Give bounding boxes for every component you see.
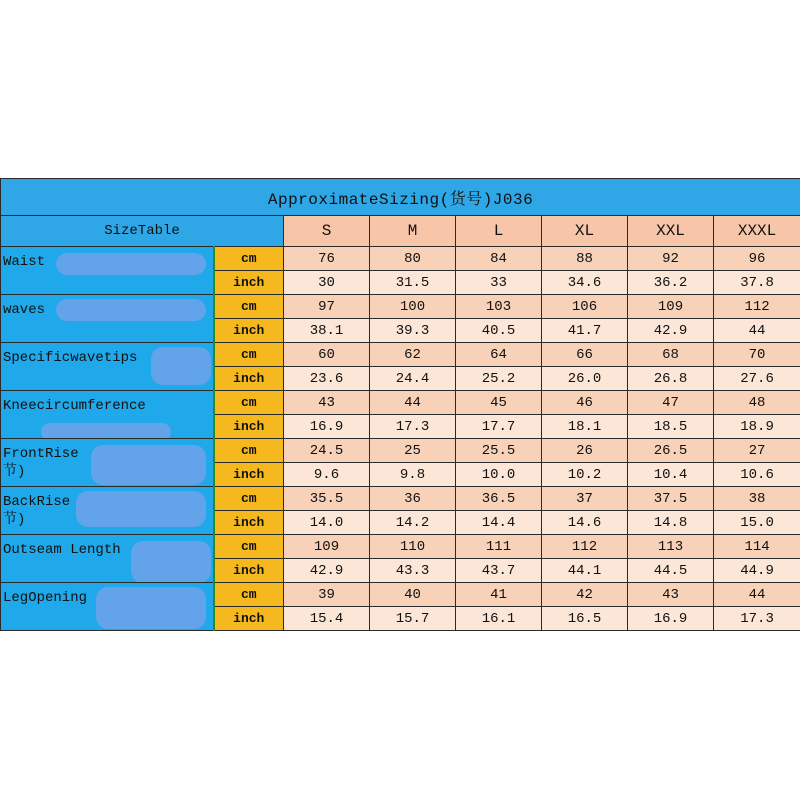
cm-value-cell: 106 [542, 295, 628, 319]
inch-value-cell: 10.4 [628, 463, 714, 487]
measurement-name [1, 391, 214, 439]
cm-value-cell: 44 [370, 391, 456, 415]
cm-value-cell: 27 [714, 439, 800, 463]
cm-value-cell: 24.5 [284, 439, 370, 463]
table-row [1, 343, 800, 367]
cm-value-cell: 109 [284, 535, 370, 559]
unit-cm: cm [214, 247, 284, 271]
cm-value-cell: 110 [370, 535, 456, 559]
cm-value-cell: 100 [370, 295, 456, 319]
cm-value-cell: 112 [714, 295, 800, 319]
cm-value-cell: 35.5 [284, 487, 370, 511]
cm-value-cell: 68 [628, 343, 714, 367]
cm-value-cell: 66 [542, 343, 628, 367]
inch-value-cell: 15.0 [714, 511, 800, 535]
size-header-m: M [370, 216, 456, 247]
inch-value-cell: 9.6 [284, 463, 370, 487]
redaction-blob [91, 445, 206, 485]
redaction-blob [96, 587, 206, 629]
cm-value-cell: 43 [628, 583, 714, 607]
inch-value-cell: 42.9 [284, 559, 370, 583]
inch-value-cell: 36.2 [628, 271, 714, 295]
table-row [1, 391, 800, 415]
inch-value-cell: 34.6 [542, 271, 628, 295]
inch-value-cell: 16.9 [284, 415, 370, 439]
cm-value-cell: 42 [542, 583, 628, 607]
cm-value-cell: 36 [370, 487, 456, 511]
inch-value-cell: 30 [284, 271, 370, 295]
size-header-l: L [456, 216, 542, 247]
inch-value-cell: 44.1 [542, 559, 628, 583]
cm-value-cell: 70 [714, 343, 800, 367]
unit-cm: cm [214, 583, 284, 607]
size-header-row [1, 216, 800, 247]
inch-value-cell: 14.0 [284, 511, 370, 535]
inch-value-cell: 14.2 [370, 511, 456, 535]
size-header-s: S [284, 216, 370, 247]
cm-value-cell: 103 [456, 295, 542, 319]
cm-value-cell: 112 [542, 535, 628, 559]
inch-value-cell: 15.4 [284, 607, 370, 631]
unit-inch: inch [214, 271, 284, 295]
inch-value-cell: 26.8 [628, 367, 714, 391]
inch-value-cell: 37.8 [714, 271, 800, 295]
cm-value-cell: 47 [628, 391, 714, 415]
cm-value-cell: 26.5 [628, 439, 714, 463]
redaction-blob [151, 347, 211, 385]
inch-value-cell: 25.2 [456, 367, 542, 391]
unit-cm: cm [214, 439, 284, 463]
unit-inch: inch [214, 511, 284, 535]
inch-value-cell: 23.6 [284, 367, 370, 391]
table-row [1, 535, 800, 559]
size-table-label: SizeTable [1, 216, 284, 247]
cm-value-cell: 84 [456, 247, 542, 271]
table-row [1, 487, 800, 511]
inch-value-cell: 16.1 [456, 607, 542, 631]
inch-value-cell: 27.6 [714, 367, 800, 391]
inch-value-cell: 10.0 [456, 463, 542, 487]
cm-value-cell: 44 [714, 583, 800, 607]
inch-value-cell: 44.5 [628, 559, 714, 583]
unit-inch: inch [214, 463, 284, 487]
unit-cm: cm [214, 391, 284, 415]
inch-value-cell: 38.1 [284, 319, 370, 343]
inch-value-cell: 14.8 [628, 511, 714, 535]
table-row [1, 583, 800, 607]
table-row [1, 439, 800, 463]
cm-value-cell: 39 [284, 583, 370, 607]
size-header-xxxl: XXXL [714, 216, 800, 247]
cm-value-cell: 26 [542, 439, 628, 463]
measurement-label: Outseam Length [3, 542, 121, 558]
cm-value-cell: 38 [714, 487, 800, 511]
inch-value-cell: 15.7 [370, 607, 456, 631]
redaction-blob [131, 541, 211, 583]
cm-value-cell: 37 [542, 487, 628, 511]
inch-value-cell: 18.1 [542, 415, 628, 439]
inch-value-cell: 18.5 [628, 415, 714, 439]
inch-value-cell: 40.5 [456, 319, 542, 343]
inch-value-cell: 43.7 [456, 559, 542, 583]
cm-value-cell: 25.5 [456, 439, 542, 463]
inch-value-cell: 26.0 [542, 367, 628, 391]
unit-inch: inch [214, 367, 284, 391]
inch-value-cell: 17.3 [714, 607, 800, 631]
size-header-xl: XL [542, 216, 628, 247]
measurement-label-suffix: 节) [3, 464, 26, 480]
cm-value-cell: 80 [370, 247, 456, 271]
cm-value-cell: 62 [370, 343, 456, 367]
inch-value-cell: 44 [714, 319, 800, 343]
cm-value-cell: 46 [542, 391, 628, 415]
redaction-blob [56, 299, 206, 321]
inch-value-cell: 14.4 [456, 511, 542, 535]
table-title: ApproximateSizing(货号)J036 [1, 179, 800, 216]
inch-value-cell: 39.3 [370, 319, 456, 343]
inch-value-cell: 44.9 [714, 559, 800, 583]
cm-value-cell: 43 [284, 391, 370, 415]
inch-value-cell: 16.9 [628, 607, 714, 631]
redaction-blob [41, 423, 171, 439]
inch-value-cell: 10.2 [542, 463, 628, 487]
inch-value-cell: 18.9 [714, 415, 800, 439]
size-chart [0, 178, 800, 631]
cm-value-cell: 48 [714, 391, 800, 415]
measurement-label-suffix: 节) [3, 512, 26, 528]
unit-cm: cm [214, 535, 284, 559]
measurement-name [1, 295, 214, 343]
measurement-label: Waist [3, 254, 46, 270]
cm-value-cell: 41 [456, 583, 542, 607]
cm-value-cell: 114 [714, 535, 800, 559]
measurement-name [1, 535, 214, 583]
cm-value-cell: 92 [628, 247, 714, 271]
unit-inch: inch [214, 319, 284, 343]
inch-value-cell: 10.6 [714, 463, 800, 487]
cm-value-cell: 113 [628, 535, 714, 559]
inch-value-cell: 17.7 [456, 415, 542, 439]
cm-value-cell: 97 [284, 295, 370, 319]
cm-value-cell: 64 [456, 343, 542, 367]
inch-value-cell: 41.7 [542, 319, 628, 343]
unit-inch: inch [214, 415, 284, 439]
unit-cm: cm [214, 487, 284, 511]
measurement-name [1, 583, 214, 631]
redaction-blob [56, 253, 206, 275]
measurement-label: Kneecircumference [3, 398, 146, 414]
unit-cm: cm [214, 295, 284, 319]
measurement-label: Specificwavetips [3, 350, 138, 366]
cm-value-cell: 111 [456, 535, 542, 559]
table-row [1, 295, 800, 319]
inch-value-cell: 16.5 [542, 607, 628, 631]
measurement-label: LegOpening [3, 590, 88, 606]
cm-value-cell: 96 [714, 247, 800, 271]
inch-value-cell: 33 [456, 271, 542, 295]
cm-value-cell: 88 [542, 247, 628, 271]
size-table [0, 178, 800, 631]
cm-value-cell: 45 [456, 391, 542, 415]
table-row [1, 247, 800, 271]
measurement-name [1, 487, 214, 535]
unit-inch: inch [214, 607, 284, 631]
cm-value-cell: 109 [628, 295, 714, 319]
cm-value-cell: 76 [284, 247, 370, 271]
unit-inch: inch [214, 559, 284, 583]
size-header-xxl: XXL [628, 216, 714, 247]
inch-value-cell: 17.3 [370, 415, 456, 439]
inch-value-cell: 24.4 [370, 367, 456, 391]
inch-value-cell: 43.3 [370, 559, 456, 583]
inch-value-cell: 31.5 [370, 271, 456, 295]
cm-value-cell: 37.5 [628, 487, 714, 511]
inch-value-cell: 42.9 [628, 319, 714, 343]
measurement-name [1, 247, 214, 295]
measurement-label: waves [3, 302, 46, 318]
cm-value-cell: 60 [284, 343, 370, 367]
measurement-name [1, 439, 214, 487]
inch-value-cell: 9.8 [370, 463, 456, 487]
measurement-label: BackRise [3, 494, 71, 510]
cm-value-cell: 36.5 [456, 487, 542, 511]
cm-value-cell: 40 [370, 583, 456, 607]
inch-value-cell: 14.6 [542, 511, 628, 535]
redaction-blob [76, 491, 206, 527]
unit-cm: cm [214, 343, 284, 367]
measurement-name [1, 343, 214, 391]
cm-value-cell: 25 [370, 439, 456, 463]
measurement-label: FrontRise [3, 446, 79, 462]
